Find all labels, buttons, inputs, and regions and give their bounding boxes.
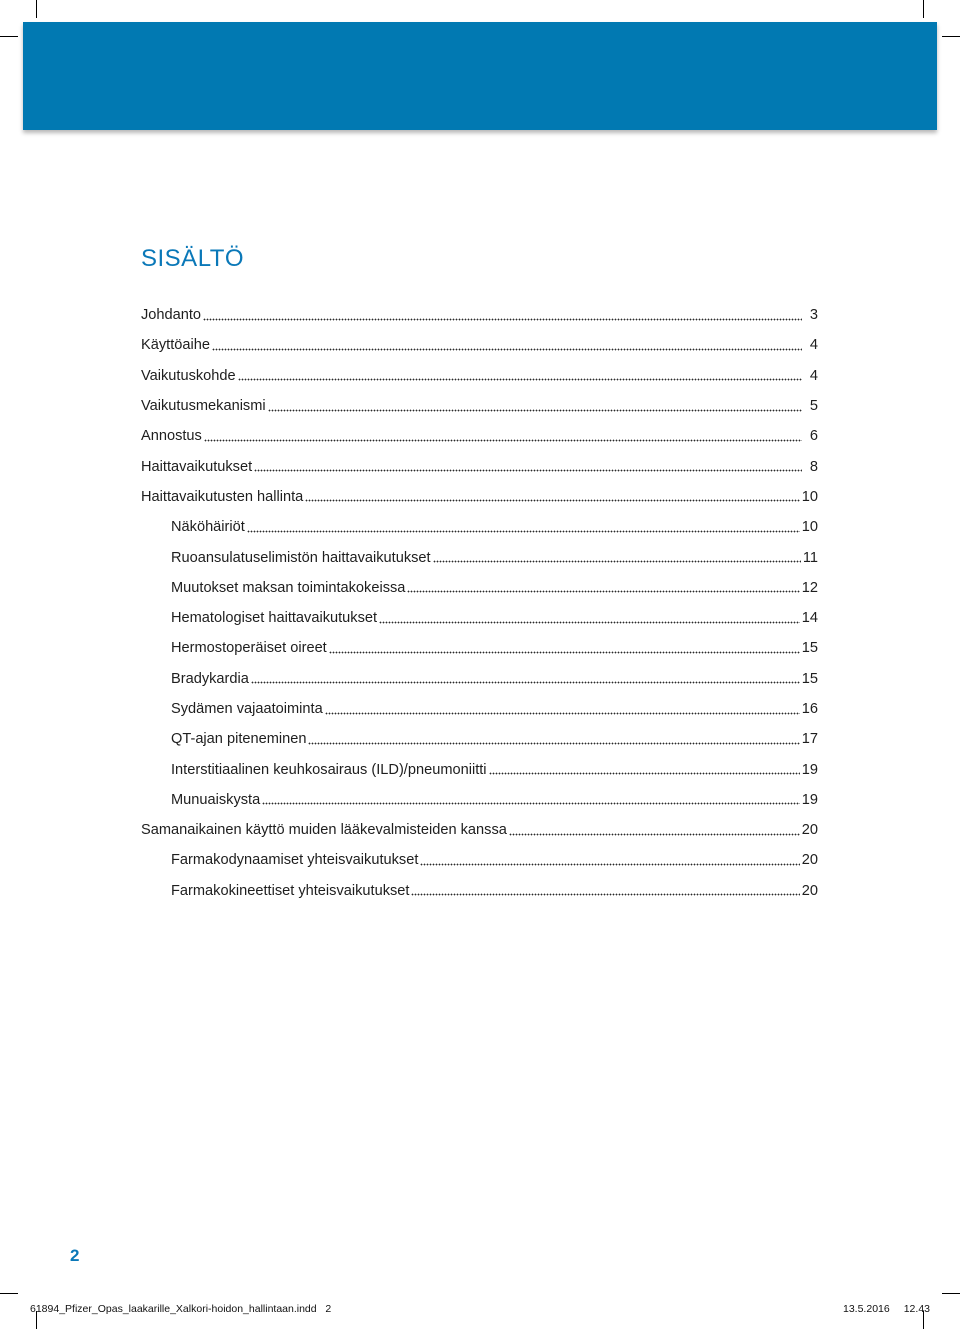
toc-entry[interactable] [141,421,818,451]
dot-leader [262,802,800,806]
toc-entry[interactable] [141,300,818,330]
toc-entry[interactable] [141,754,818,784]
dot-leader [379,621,800,625]
slug-time: 12.43 [903,1303,930,1315]
toc-entry-page: 20 [801,882,818,899]
toc-entry-page: 11 [802,549,818,566]
dot-leader [509,833,800,837]
slug-timestamp [843,1303,930,1315]
table-of-contents [141,300,818,906]
toc-title: SISÄLTÖ [141,245,245,272]
toc-entry[interactable] [141,724,818,754]
toc-entry-page: 20 [801,822,818,839]
toc-entry-label: Sydämen vajaatoiminta [171,701,323,717]
crop-mark [0,36,18,37]
crop-mark [923,0,924,18]
toc-entry[interactable] [141,573,818,603]
toc-entry-label: Vaikutusmekanismi [141,398,266,415]
dot-leader [489,772,800,776]
toc-entry[interactable] [141,876,818,906]
toc-entry-page: 19 [801,761,818,778]
toc-entry-page: 14 [801,610,818,627]
dot-leader [212,348,802,352]
toc-entry-page: 17 [801,731,818,748]
toc-entry-page: 15 [801,670,818,687]
toc-entry[interactable] [141,330,818,360]
toc-entry[interactable] [141,785,818,815]
toc-entry-label: Muutokset maksan toimintakokeissa [171,579,406,596]
dot-leader [268,409,802,413]
toc-entry-label: Farmakokineettiset yhteisvaikutukset [171,882,410,899]
toc-entry-page: 4 [809,367,818,384]
toc-entry-page: 12 [801,579,818,596]
toc-entry-label: Bradykardia [171,670,249,687]
dot-leader [203,318,802,322]
dot-leader [325,712,800,716]
toc-entry-page: 8 [809,458,818,475]
dot-leader [254,469,802,473]
toc-entry[interactable] [141,542,818,572]
toc-entry-label: Annostus [141,428,202,445]
crop-mark [942,36,960,37]
toc-entry-page: 10 [801,519,818,536]
dot-leader [238,378,802,382]
toc-entry[interactable] [141,633,818,663]
toc-entry-label: Farmakodynaamiset yhteisvaikutukset [171,852,419,869]
toc-entry[interactable] [141,815,818,845]
toc-entry-page: 15 [801,640,818,657]
toc-entry-label: Hermostoperäiset oireet [171,640,327,657]
toc-entry-page: 5 [809,398,818,415]
crop-mark [942,1293,960,1294]
toc-entry-label: Näköhäiriöt [171,519,245,536]
toc-entry-page: 6 [809,428,818,445]
dot-leader [305,499,800,503]
print-slug [30,1303,930,1315]
toc-entry[interactable] [141,451,818,481]
dot-leader [420,863,799,867]
toc-entry-label: Ruoansulatuselimistön haittavaikutukset [171,549,431,566]
toc-entry-label: Munuaiskysta [171,791,261,808]
toc-entry-page: 16 [801,701,818,717]
header-band [23,22,937,130]
toc-entry-label: Vaikutuskohde [141,367,236,384]
slug-date: 13.5.2016 [843,1303,890,1315]
crop-mark [0,1293,18,1294]
toc-entry-label: Samanaikainen käyttö muiden lääkevalmisteiden kanssa [141,822,507,839]
toc-entry[interactable] [141,361,818,391]
dot-leader [407,590,799,594]
page-number: 2 [70,1246,80,1265]
toc-entry[interactable] [141,603,818,633]
toc-entry[interactable] [141,512,818,542]
toc-entry-label: Johdanto [141,307,202,324]
toc-entry-label: Haittavaikutusten hallinta [141,488,304,505]
toc-entry-label: Hematologiset haittavaikutukset [171,610,378,627]
toc-entry-label: Haittavaikutukset [141,458,253,475]
toc-entry[interactable] [141,664,818,694]
toc-entry-label: Interstitiaalinen keuhkosairaus (ILD)/pneumoniitti [171,761,487,778]
toc-entry-page: 4 [809,337,818,354]
dot-leader [204,439,802,443]
toc-entry-label: QT-ajan piteneminen [171,731,307,748]
dot-leader [411,893,799,897]
toc-entry-page: 10 [801,488,818,505]
dot-leader [433,560,801,564]
dot-leader [329,651,800,655]
toc-entry-page: 3 [809,307,818,324]
toc-entry[interactable] [141,482,818,512]
dot-leader [251,681,800,685]
crop-mark [36,0,37,18]
toc-entry[interactable] [141,694,818,724]
toc-entry-page: 19 [801,791,818,808]
toc-entry-page: 20 [801,852,818,869]
dot-leader [247,530,800,534]
toc-entry-label: Käyttöaihe [141,337,210,354]
slug-filename: 61894_Pfizer_Opas_laakarille_Xalkori-hoidon_hallintaan.indd 2 [30,1303,332,1315]
toc-entry[interactable] [141,845,818,875]
dot-leader [308,742,799,746]
toc-entry[interactable] [141,391,818,421]
